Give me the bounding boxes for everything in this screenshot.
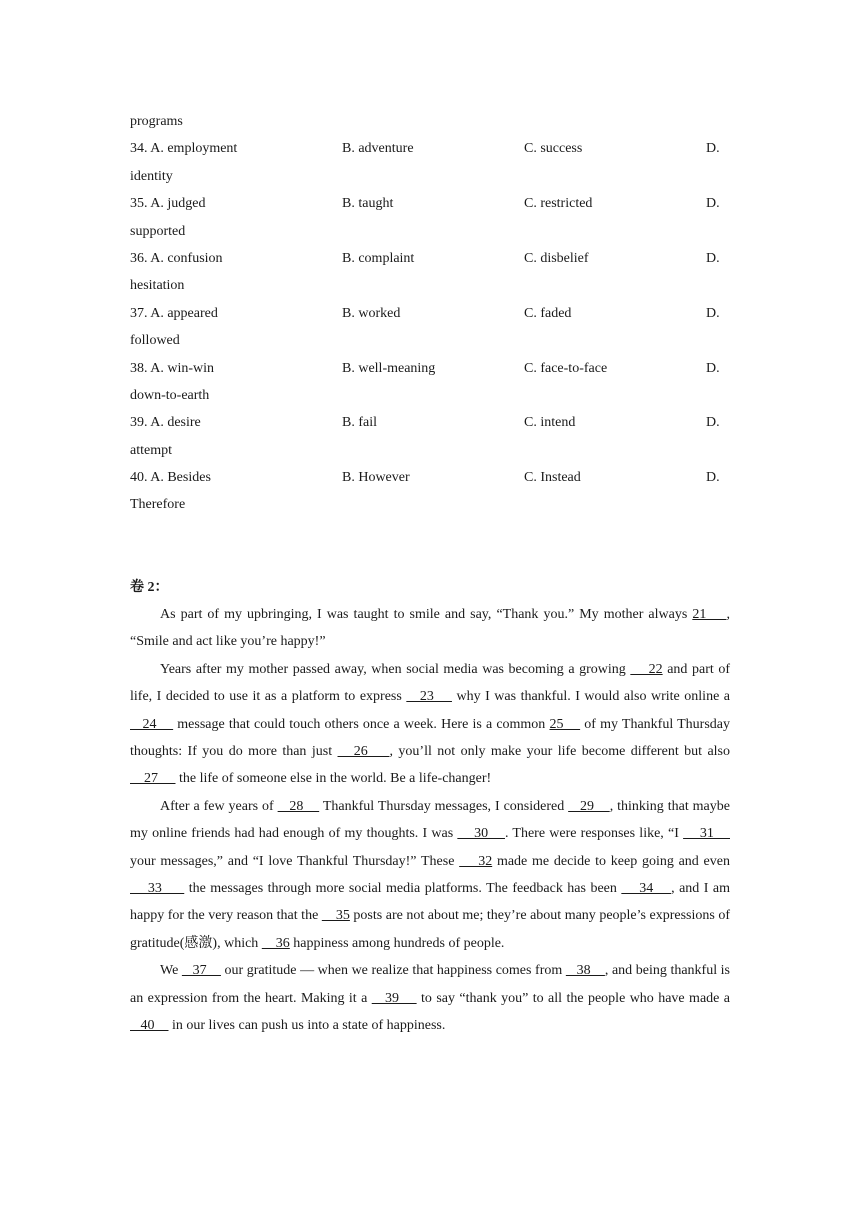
answer-blank: 36 <box>261 935 290 951</box>
answer-blank: 34 <box>621 881 672 897</box>
passage-paragraph: We 37 our gratitude — when we realize that happiness comes from 38 , and being thankful is an expression from the heart. Making it a 39 to say “thank you” to all the people who have made a 40 in our lives can push us into a state of happiness. <box>130 963 731 1034</box>
option-d-text: identity <box>130 168 173 184</box>
option-d-text: hesitation <box>130 278 185 294</box>
answer-blank: 38 <box>565 963 605 979</box>
answer-blank: 35 <box>321 908 350 924</box>
option-c: C. intend <box>524 415 576 431</box>
answer-blank: 32 <box>459 853 493 869</box>
option-b: B. worked <box>342 305 401 321</box>
option-d-label: D. <box>706 141 720 157</box>
option-d-label: D. <box>706 360 720 376</box>
answer-blank: 24 <box>130 716 174 732</box>
passage-paragraph: Years after my mother passed away, when social media was becoming a growing 22 and part of life, I decided to use it as a platform to express 23 why I was thankful. I would also write online a 24 message that could touch others once a week. Here is a common 25 of my Thankful Thursday thoughts: If you do more than just 26 , you’ll not only make your life become different but also 27 the life of someone else in the world. Be a life-changer! <box>130 661 731 787</box>
answer-blank: 26 <box>337 744 390 760</box>
option-c: C. faded <box>524 305 572 321</box>
option-a: 38. A. win-win <box>130 360 214 376</box>
question-row <box>130 300 730 327</box>
option-b: B. complaint <box>342 250 415 266</box>
answer-blank: 29 <box>568 798 610 814</box>
question-row <box>130 355 730 382</box>
option-a: 36. A. confusion <box>130 250 223 266</box>
option-d-label: D. <box>706 305 720 321</box>
answer-blank: 37 <box>181 963 221 979</box>
option-a: 34. A. employment <box>130 141 238 157</box>
passage-paragraph: As part of my upbringing, I was taught to smile and say, “Thank you.” My mother always 21 , “Smile and act like you’re happy!” <box>130 607 730 650</box>
answer-blank: 31 <box>683 826 730 842</box>
answer-blank: 25 <box>549 716 581 732</box>
answer-blank: 27 <box>130 771 176 787</box>
option-a: 37. A. appeared <box>130 305 218 321</box>
option-b: B. well-meaning <box>342 360 436 376</box>
option-d-text: Therefore <box>130 497 186 513</box>
answer-blank: 22 <box>630 661 663 677</box>
option-d-text: followed <box>130 333 180 349</box>
answer-blank: 23 <box>406 689 452 705</box>
option-d-label: D. <box>706 415 720 431</box>
passage-paragraph: After a few years of 28 Thankful Thursday messages, I considered 29 , thinking that maybe my online friends had had enough of my thoughts. I was 30 . There were responses like, “I 31 your messages,” and “I love Thankful Thursday!” These 32 made me decide to keep going and even 33 the messages through more social media platforms. The feedback has been 34 , and I am happy for the very reason that the 35 posts are not about me; they’re about many people’s expressions of gratitude(感激), which 36 happiness among hundreds of people. <box>130 798 731 951</box>
question-row <box>130 464 730 491</box>
option-a: 39. A. desire <box>130 415 201 431</box>
cloze-passage <box>130 601 730 1040</box>
option-d-label: D. <box>706 196 720 212</box>
answer-blank: 39 <box>371 990 417 1006</box>
option-c: C. success <box>524 141 583 157</box>
option-d-label: D. <box>706 470 720 486</box>
question-group <box>130 135 730 518</box>
option-a: 35. A. judged <box>130 196 206 212</box>
option-a: 40. A. Besides <box>130 470 211 486</box>
answer-blank: 33 <box>130 881 185 897</box>
answer-blank: 40 <box>130 1018 169 1034</box>
question-row <box>130 135 730 162</box>
option-b: B. fail <box>342 415 377 431</box>
option-d-text: attempt <box>130 442 172 458</box>
option-c: C. Instead <box>524 470 581 486</box>
option-c: C. face-to-face <box>524 360 608 376</box>
option-d-text: supported <box>130 223 186 239</box>
option-d-text: down-to-earth <box>130 387 210 403</box>
section-label: 卷 2： <box>130 580 169 595</box>
option-c: C. disbelief <box>524 250 589 266</box>
answer-blank: 28 <box>277 798 320 814</box>
option-b: B. adventure <box>342 141 414 157</box>
question-row <box>130 190 730 217</box>
option-b: B. taught <box>342 196 394 212</box>
option-b: B. However <box>342 470 410 486</box>
question-row <box>130 409 730 436</box>
continuation-text: programs <box>130 114 183 129</box>
option-d-label: D. <box>706 250 720 266</box>
answer-blank: 21 <box>692 607 727 622</box>
option-c: C. restricted <box>524 196 593 212</box>
options-list <box>130 108 730 519</box>
question-row <box>130 245 730 272</box>
answer-blank: 30 <box>457 826 505 842</box>
